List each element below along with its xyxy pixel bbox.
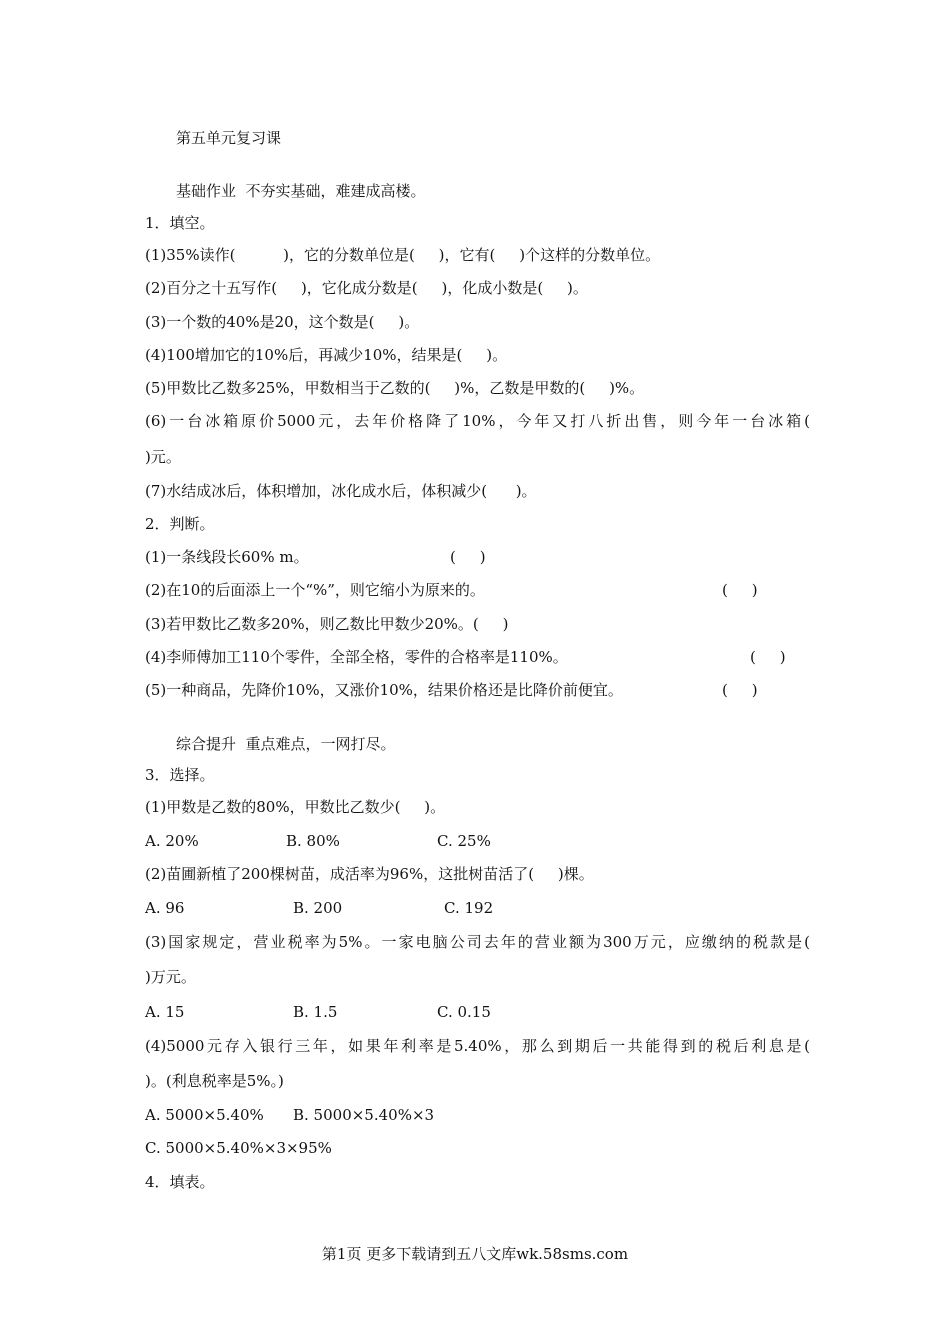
choice-question-text: (2)苗圃新植了200棵树苗，成活率为96%，这批树苗活了( )棵。 bbox=[145, 865, 594, 883]
judge-item-text: (2)在10的后面添上一个“%”，则它缩小为原来的。 bbox=[145, 581, 485, 599]
judge-item-mark: ( ) bbox=[750, 648, 786, 666]
page-footer: 第1页 更多下载请到五八文库wk.58sms.com bbox=[321, 1245, 629, 1263]
question-1-item: (1)35%读作( )，它的分数单位是( )，它有( )个这样的分数单位。 bbox=[145, 246, 661, 264]
choice-option: C. 0.15 bbox=[437, 1003, 491, 1021]
choice-question-text: (1)甲数是乙数的80%，甲数比乙数少( )。 bbox=[145, 798, 446, 816]
section-heading-advanced: 综合提升 重点难点，一网打尽。 bbox=[176, 735, 396, 753]
choice-option: A. 96 bbox=[145, 899, 185, 917]
choice-question-text: (3)国家规定，营业税率为5%。一家电脑公司去年的营业额为300万元，应缴纳的税款是( bbox=[145, 933, 810, 951]
page-title: 第五单元复习课 bbox=[176, 129, 282, 147]
choice-option: A. 5000×5.40% bbox=[145, 1106, 264, 1124]
choice-option: C. 25% bbox=[437, 832, 491, 850]
choice-option: B. 200 bbox=[293, 899, 343, 917]
choice-question-continuation: )。(利息税率是5%。) bbox=[145, 1072, 284, 1090]
choice-option: A. 15 bbox=[145, 1003, 185, 1021]
judge-item-mark: ( ) bbox=[722, 681, 758, 699]
section-heading-basic: 基础作业 不夯实基础，难建成高楼。 bbox=[176, 182, 426, 200]
judge-item-mark: ( ) bbox=[450, 548, 486, 566]
question-4-label: 4．填表。 bbox=[145, 1173, 215, 1191]
question-1-item: (4)100增加它的10%后，再减少10%，结果是( )。 bbox=[145, 346, 508, 364]
choice-option: B. 1.5 bbox=[293, 1003, 338, 1021]
choice-option: C. 192 bbox=[444, 899, 494, 917]
judge-item-text: (5)一种商品，先降价10%，又涨价10%，结果价格还是比降价前便宜。 bbox=[145, 681, 623, 699]
question-1-item: (3)一个数的40%是20，这个数是( )。 bbox=[145, 313, 420, 331]
choice-question-continuation: )万元。 bbox=[145, 968, 196, 986]
choice-option: B. 80% bbox=[286, 832, 340, 850]
judge-item-mark: ( ) bbox=[722, 581, 758, 599]
choice-option: A. 20% bbox=[145, 832, 199, 850]
choice-option: C. 5000×5.40%×3×95% bbox=[145, 1139, 332, 1157]
question-1-label: 1．填空。 bbox=[145, 214, 215, 232]
judge-item-text: (1)一条线段长60% m。 bbox=[145, 548, 309, 566]
question-2-label: 2．判断。 bbox=[145, 515, 215, 533]
question-1-item-continuation: )元。 bbox=[145, 448, 181, 466]
choice-question-text: (4)5000元存入银行三年，如果年利率是5.40%，那么到期后一共能得到的税后利息是( bbox=[145, 1037, 810, 1055]
question-3-label: 3．选择。 bbox=[145, 766, 215, 784]
choice-option: B. 5000×5.40%×3 bbox=[293, 1106, 435, 1124]
question-1-item: (2)百分之十五写作( )，它化成分数是( )，化成小数是( )。 bbox=[145, 279, 588, 297]
question-1-item: (5)甲数比乙数多25%，甲数相当于乙数的( )%，乙数是甲数的( )%。 bbox=[145, 379, 645, 397]
question-1-item: (6)一台冰箱原价5000元，去年价格降了10%，今年又打八折出售，则今年一台冰箱( bbox=[145, 412, 810, 430]
question-1-item: (7)水结成冰后，体积增加，冰化成水后，体积减少( )。 bbox=[145, 482, 537, 500]
judge-item-text: (3)若甲数比乙数多20%，则乙数比甲数少20%。( ) bbox=[145, 615, 509, 633]
judge-item-text: (4)李师傅加工110个零件，全部全格，零件的合格率是110%。 bbox=[145, 648, 568, 666]
